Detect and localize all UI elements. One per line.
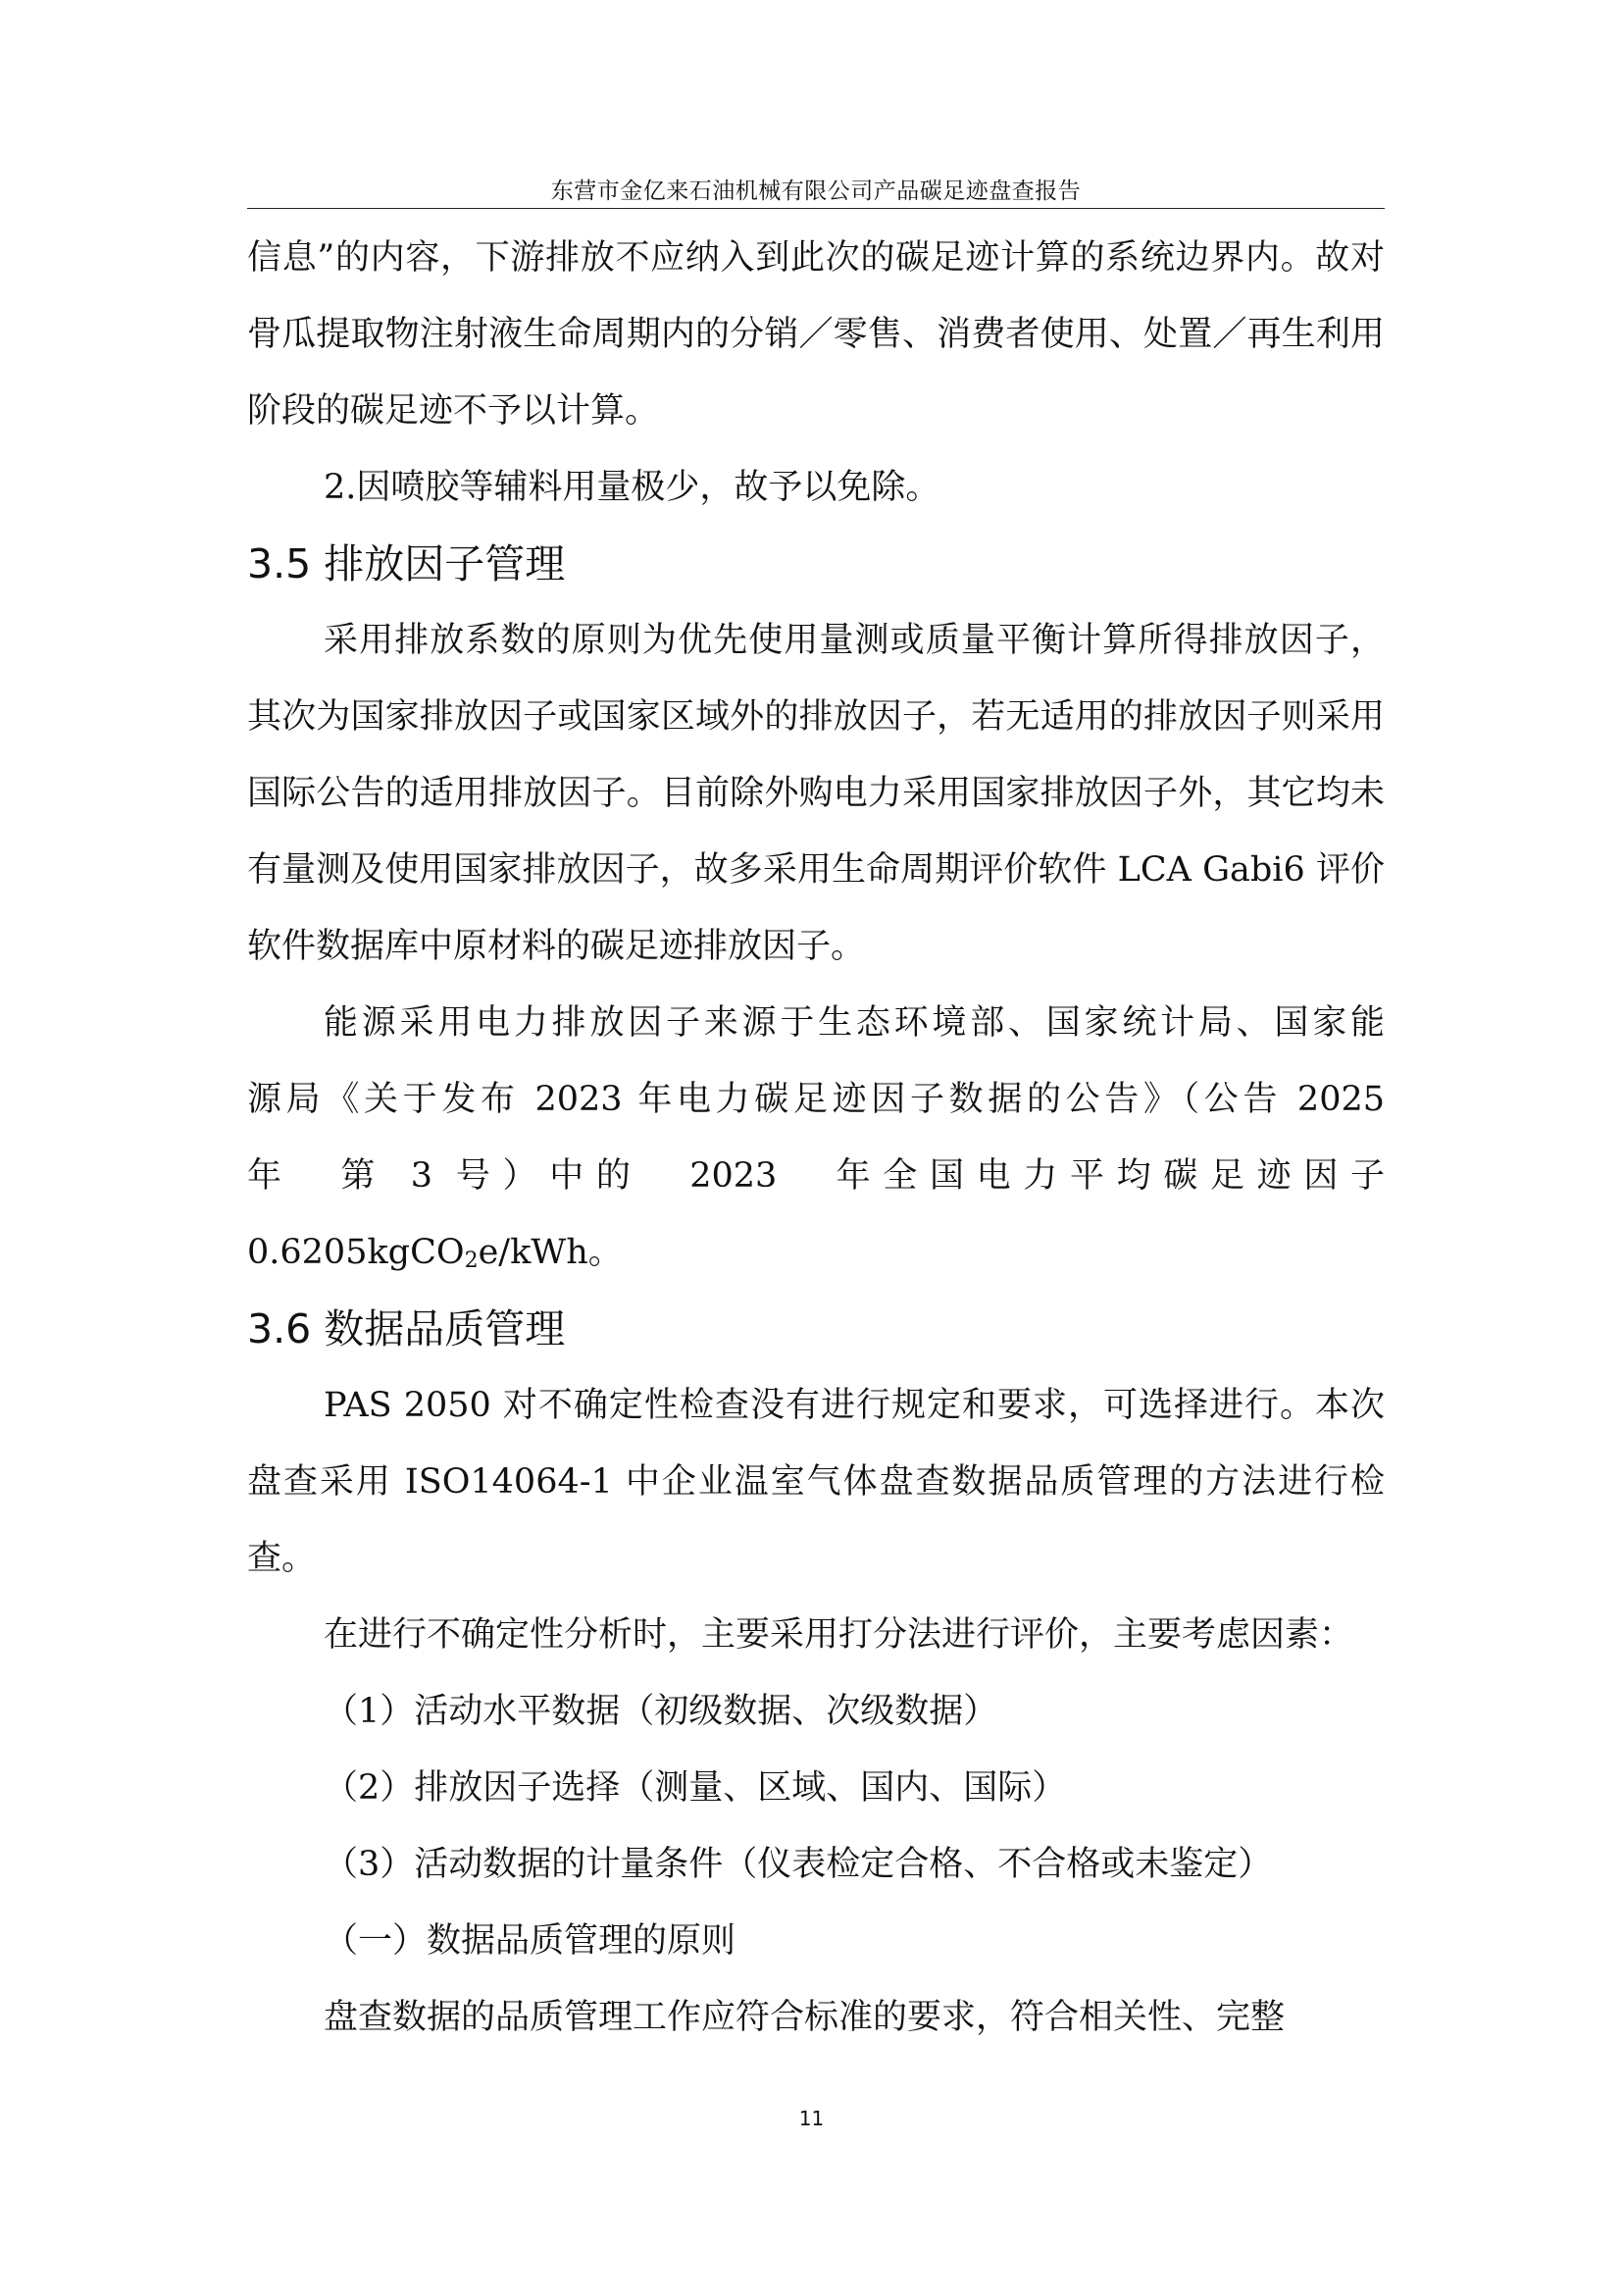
page-number: 11 xyxy=(798,2107,825,2130)
paragraph-uncertainty-analysis: 在进行不确定性分析时，主要采用打分法进行评价，主要考虑因素： xyxy=(324,1615,1354,1655)
section-heading-3-6: 3.6 数据品质管理 xyxy=(247,1305,566,1352)
paragraph-downstream-boundary: 信息”的内容，下游排放不应纳入到此次的碳足迹计算的系统边界内。故对骨瓜提取物注射液生命周期内的分销／零售、消费者使用、处置／再生利用阶段的碳足迹不予以计算。 xyxy=(247,238,1385,431)
page-content xyxy=(247,220,1385,2056)
paragraph-pas2050: PAS 2050 对不确定性检查没有进行规定和要求，可选择进行。本次盘查采用 ISO14064-1 中企业温室气体盘查数据品质管理的方法进行检查。 xyxy=(247,1386,1385,1578)
list-item-quality-principles: （一）数据品质管理的原则 xyxy=(324,1921,736,1961)
list-item-activity-data: （1）活动水平数据（初级数据、次级数据） xyxy=(324,1692,998,1731)
paragraph-quality-requirements: 盘查数据的品质管理工作应符合标准的要求，符合相关性、完整 xyxy=(324,1998,1286,2037)
paragraph-electricity-factor xyxy=(247,985,1385,1291)
electricity-factor-line-1: 能源采用电力排放因子来源于生态环境部、国家统计局、国家能 xyxy=(324,1003,1385,1043)
page-header: 东营市金亿来石油机械有限公司产品碳足迹盘查报告 xyxy=(247,175,1385,209)
electricity-factor-line-4 xyxy=(247,1214,1385,1291)
paragraph-auxiliary-exemption: 2.因喷胶等辅料用量极少，故予以免除。 xyxy=(324,468,940,507)
factor-value: 0.6205kgCO xyxy=(247,1233,465,1272)
paragraph-emission-factor-principle: 采用排放系数的原则为优先使用量测或质量平衡计算所得排放因子，其次为国家排放因子或国家区域外的排放因子，若无适用的排放因子则采用国际公告的适用排放因子。目前除外购电力采用国家排放因子外，其它均未有量测及使用国家排放因子，故多采用生命周期评价软件 LCA Gabi6 评价软件数据库中原材料的碳足迹排放因子。 xyxy=(247,621,1385,966)
factor-unit: e/kWh。 xyxy=(478,1233,623,1272)
factor-subscript: 2 xyxy=(464,1249,479,1273)
section-heading-3-5: 3.5 排放因子管理 xyxy=(247,540,566,587)
electricity-factor-line-3: 年 第 3 号）中的 2023 年全国电力平均碳足迹因子 xyxy=(247,1156,1385,1196)
electricity-factor-line-2: 源局《关于发布 2023 年电力碳足迹因子数据的公告》（公告 2025 xyxy=(247,1080,1385,1119)
list-item-emission-factor: （2）排放因子选择（测量、区域、国内、国际） xyxy=(324,1768,1067,1808)
list-item-metering-conditions: （3）活动数据的计量条件（仪表检定合格、不合格或未鉴定） xyxy=(324,1845,1273,1884)
